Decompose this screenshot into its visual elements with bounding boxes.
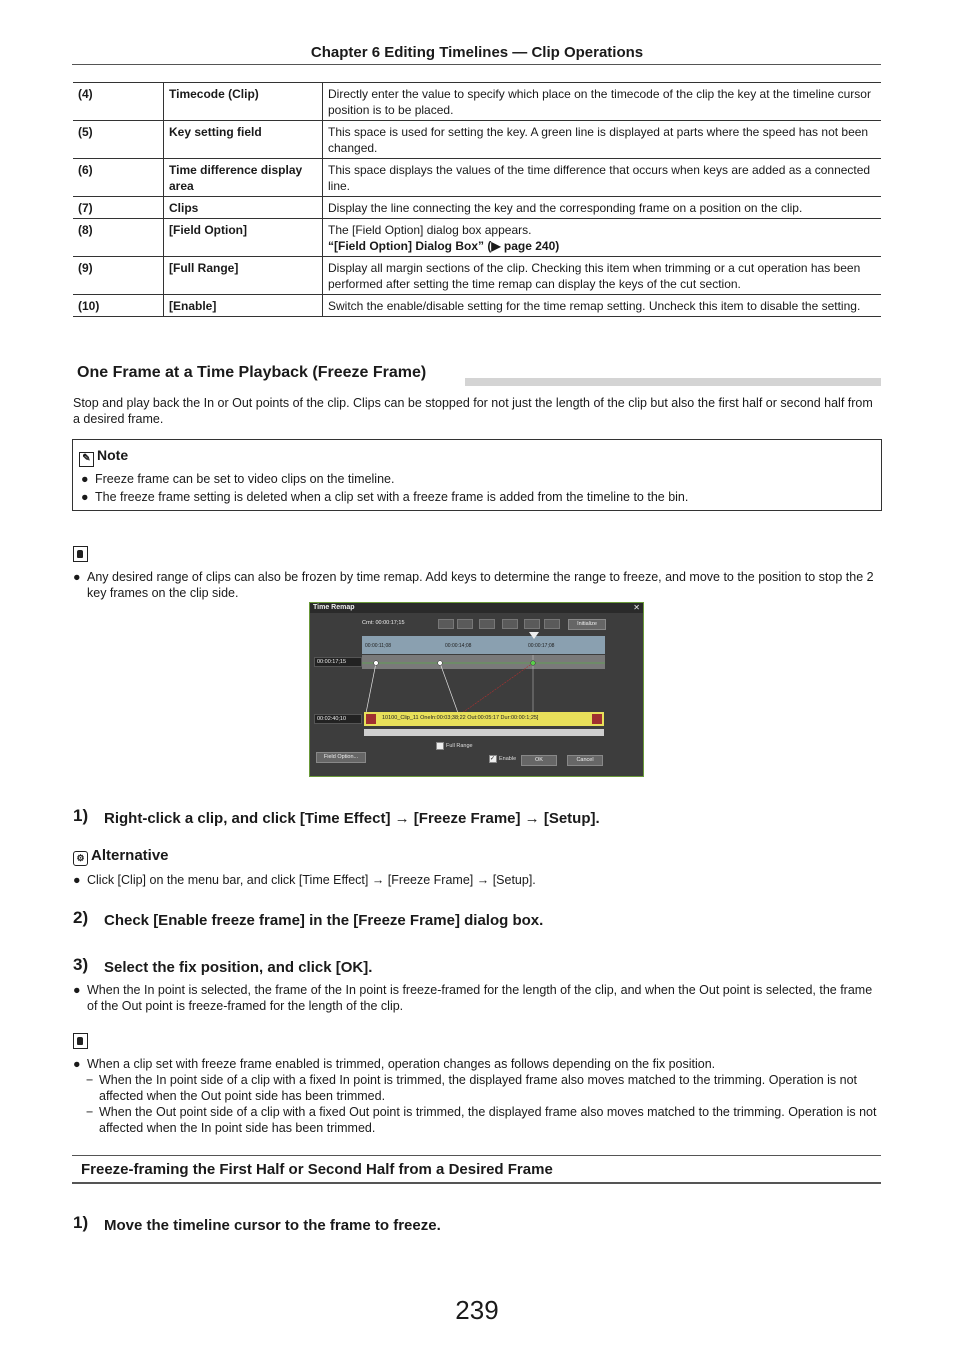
full-range-checkbox[interactable] [436, 742, 444, 750]
enable-checkbox[interactable]: ✓ [490, 756, 496, 762]
row-number: (8) [73, 219, 164, 257]
step-number: 1) [73, 806, 89, 825]
clip-timecode-field[interactable]: 00:00:17;15 [314, 657, 362, 667]
table-row [73, 83, 881, 121]
timeline-ruler[interactable] [362, 636, 605, 654]
hint-text: Any desired range of clips can also be frozen by time remap. Add keys to determine the range to freeze, and move to the position to stop the 2 key frames on the clip side. [87, 570, 874, 600]
horizontal-scrollbar[interactable] [364, 729, 604, 736]
dash-icon: − [86, 1073, 94, 1087]
step-number: 1) [73, 1213, 89, 1232]
subsection-rule-bottom [72, 1182, 881, 1184]
page-number: 239 [455, 1295, 499, 1325]
rewind-icon[interactable] [479, 619, 495, 629]
table-row [73, 159, 881, 197]
row-description [323, 219, 882, 257]
hint-icon [73, 546, 88, 562]
row-number: (10) [73, 295, 164, 317]
initialize-button[interactable]: Initialize [568, 619, 606, 630]
cancel-button[interactable]: Cancel [567, 755, 603, 766]
dash-icon: − [86, 1105, 94, 1119]
row-number: (6) [73, 159, 164, 197]
close-icon[interactable]: ✕ [633, 603, 640, 612]
row-description: Switch the enable/disable setting for the time remap setting. Uncheck this item to disable the setting. [323, 295, 882, 317]
clip-thumbnail-out [592, 714, 602, 724]
subsection-title: Freeze-framing the First Half or Second Half from a Desired Frame [81, 1161, 553, 1178]
bullet-icon: ● [73, 1057, 81, 1071]
clip-label: 10100_Clip_11 OneIn:00:03;38;22 Out:00:05:17 Dur:00:00:1;25] [382, 715, 539, 721]
page-reference-link[interactable]: “[Field Option] Dialog Box” (▶ page 240) [328, 239, 560, 253]
row-name: Key setting field [164, 121, 323, 159]
full-range-label: Full Range [446, 743, 473, 749]
row-description: Directly enter the value to specify which place on the timecode of the clip the key at the timeline cursor position is to be placed. [323, 83, 882, 121]
note-item-text: Freeze frame can be set to video clips on the timeline. [95, 472, 395, 486]
row-description: This space is used for setting the key. A green line is displayed at parts where the speed has not been changed. [323, 121, 882, 159]
table-row [73, 197, 881, 219]
operations-table [73, 82, 881, 317]
hint-subitem-text: When the In point side of a clip with a fixed In point is trimmed, the displayed frame also moves matched to the trimming. Operation is not affected when the Out point side has been trimmed. [99, 1073, 858, 1103]
bullet-icon: ● [73, 983, 81, 997]
row-name: Clips [164, 197, 323, 219]
row-description-text: The [Field Option] dialog box appears. [328, 223, 532, 237]
clip-bar[interactable] [364, 712, 604, 726]
next-frame-icon[interactable] [524, 619, 540, 629]
hint-subitem-text: When the Out point side of a clip with a fixed Out point is trimmed, the displayed frame also moves matched to the trimming. Operation is not affected when the In point side has been trimmed. [99, 1105, 877, 1135]
row-description: Display the line connecting the key and the corresponding frame on a position on the clip. [323, 197, 882, 219]
dialog-titlebar [310, 603, 643, 613]
row-name: [Enable] [164, 295, 323, 317]
alternative-text: Click [Clip] on the menu bar, and click [Time Effect] → [Freeze Frame] → [Setup]. [87, 873, 536, 887]
bullet-icon: ● [81, 490, 89, 504]
table-row [73, 295, 881, 317]
chapter-header: Chapter 6 Editing Timelines — Clip Operations [310, 44, 644, 61]
note-item-text: The freeze frame setting is deleted when a clip set with a freeze frame is added from the timeline to the bin. [95, 490, 689, 504]
table-row [73, 121, 881, 159]
hint-icon [73, 1033, 88, 1049]
row-description: Display all margin sections of the clip. Checking this item when trimming or a cut operation has been performed after setting the time remap can display the keys of the cut section. [323, 257, 882, 295]
timeline-timecode-field[interactable]: 00:02:40;10 [314, 714, 362, 724]
hint-text: When a clip set with freeze frame enabled is trimmed, operation changes as follows depending on the fix position. [87, 1057, 716, 1071]
link-icon[interactable] [544, 619, 560, 629]
step-note-text: When the In point is selected, the frame of the In point is freeze-framed for the length of the clip, and when the Out point is selected, the frame of the Out point is freeze-framed for the length of the clip. [87, 983, 873, 1013]
note-title: Note [97, 447, 129, 463]
table-row [73, 219, 881, 257]
ruler-tick-label: 00:00:17;08 [528, 643, 555, 649]
table-row [73, 257, 881, 295]
prev-key-icon[interactable] [438, 619, 454, 629]
current-timecode: Crnt: 00:00:17;15 [362, 620, 405, 626]
ok-button[interactable]: OK [521, 755, 557, 766]
timeline-cursor-icon[interactable] [529, 632, 539, 639]
step-text: Right-click a clip, and click [Time Effect] → [Freeze Frame] → [Setup]. [104, 810, 600, 827]
step-text: Select the fix position, and click [OK]. [104, 959, 373, 976]
ruler-tick-label: 00:00:14;08 [445, 643, 472, 649]
clip-thumbnail-in [366, 714, 376, 724]
row-number: (5) [73, 121, 164, 159]
alternative-heading [73, 847, 169, 866]
time-remap-dialog [309, 602, 644, 777]
step-text: Move the timeline cursor to the frame to freeze. [104, 1217, 441, 1234]
row-name: Timecode (Clip) [164, 83, 323, 121]
row-number: (4) [73, 83, 164, 121]
row-name: [Full Range] [164, 257, 323, 295]
delete-key-icon[interactable] [502, 619, 518, 629]
row-name: [Field Option] [164, 219, 323, 257]
row-number: (7) [73, 197, 164, 219]
enable-label: Enable [499, 756, 517, 762]
bullet-icon: ● [73, 570, 81, 584]
section-title: One Frame at a Time Playback (Freeze Frame) [77, 364, 427, 381]
row-number: (9) [73, 257, 164, 295]
subsection-rule-top [72, 1155, 881, 1156]
step-number: 3) [73, 955, 89, 974]
note-heading [79, 447, 128, 467]
dialog-title: Time Remap [313, 604, 355, 611]
step-text: Check [Enable freeze frame] in the [Freeze Frame] dialog box. [104, 912, 544, 929]
step-number: 2) [73, 908, 89, 927]
section-intro: Stop and play back the In or Out points of the clip. Clips can be stopped for not just the length of the clip but also the first half or second half from a desired frame. [73, 396, 873, 426]
row-description: This space displays the values of the time difference that occurs when keys are added as a connected line. [323, 159, 882, 197]
alternative-title: Alternative [91, 847, 169, 864]
alternative-icon: ⚙ [73, 851, 88, 866]
ruler-tick-label: 00:00:11;08 [365, 643, 392, 649]
bullet-icon: ● [81, 472, 89, 486]
bullet-icon: ● [73, 873, 81, 887]
set-key-icon[interactable] [457, 619, 473, 629]
header-rule [72, 64, 881, 65]
note-icon: ✎ [79, 452, 94, 467]
row-name: Time difference display area [164, 159, 323, 197]
field-option-button[interactable]: Field Option... [316, 752, 366, 763]
